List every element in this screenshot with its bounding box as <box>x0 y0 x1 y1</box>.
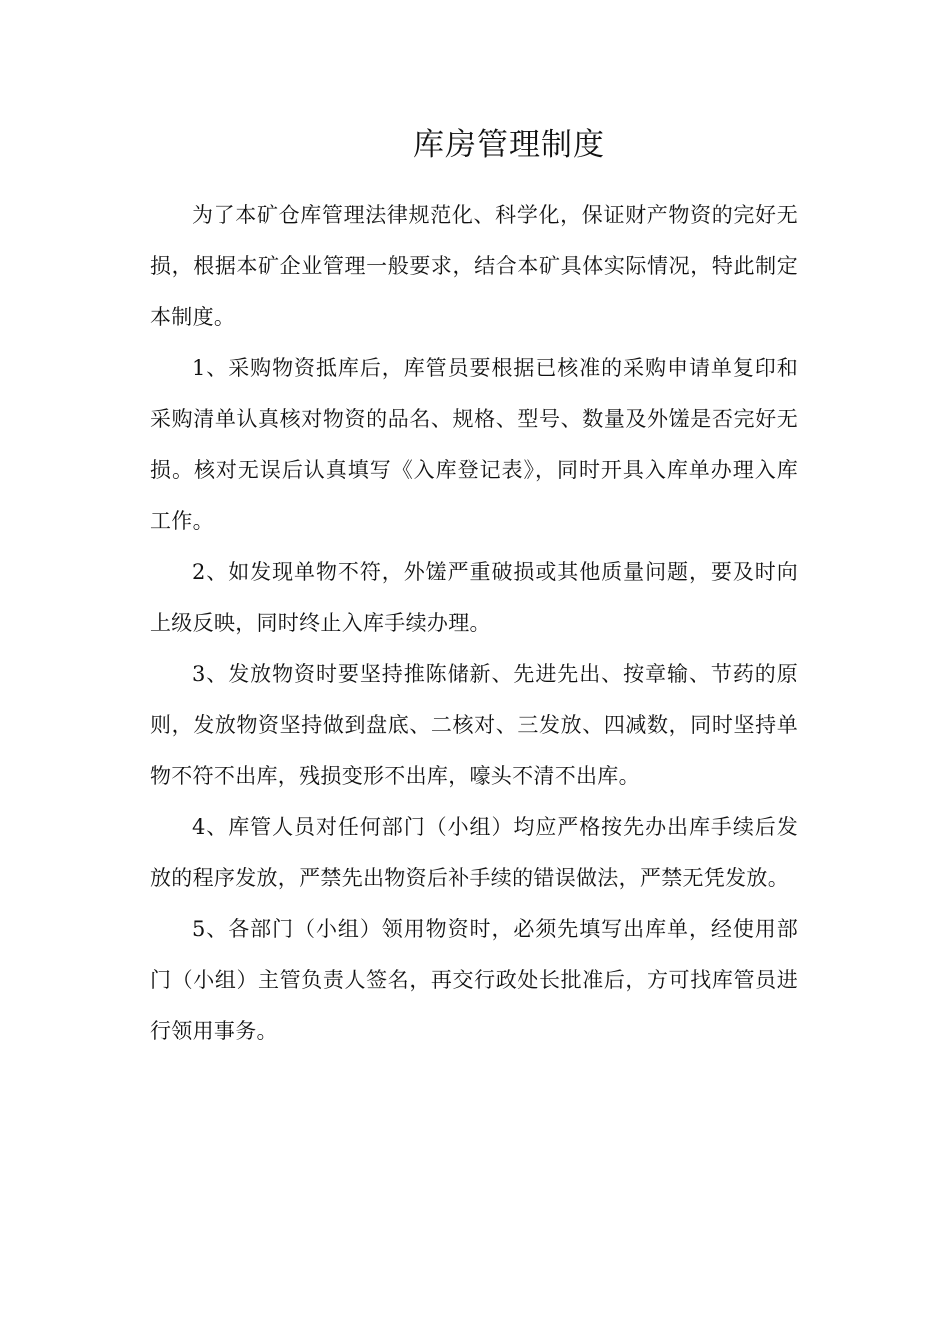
rule-paragraph-4: 4、库管人员对任何部门（小组）均应严格按先办出库手续后发放的程序发放，严禁先出物资后补手续的错误做法，严禁无凭发放。 <box>150 815 798 890</box>
rule-paragraph-1: 1、采购物资抵库后，库管员要根据已核准的采购申请单复印和采购清单认真核对物资的品名、规格、型号、数量及外馐是否完好无损。核对无误后认真填写《入库登记表》，同时开具入库单办理入库工作。 <box>150 356 798 533</box>
document-title: 库房管理制度 <box>413 127 605 163</box>
rule-paragraph-3: 3、发放物资时要坚持推陈储新、先进先出、按章输、节药的原则，发放物资坚持做到盘底、二核对、三发放、四减数，同时坚持单物不符不出库，残损变形不出库，嚎头不清不出库。 <box>150 662 798 788</box>
rule-paragraph-5: 5、各部门（小组）领用物资时，必须先填写出库单，经使用部门（小组）主管负责人签名，再交行政处长批准后，方可找库管员进行领用事务。 <box>150 917 798 1043</box>
rule-paragraph-2: 2、如发现单物不符，外馐严重破损或其他质量问题，要及时向上级反映，同时终止入库手续办理。 <box>150 560 798 635</box>
intro-paragraph: 为了本矿仓库管理法律规范化、科学化，保证财产物资的完好无损，根据本矿企业管理一般要求，结合本矿具体实际情况，特此制定本制度。 <box>150 203 798 329</box>
document-body <box>150 190 798 1057</box>
